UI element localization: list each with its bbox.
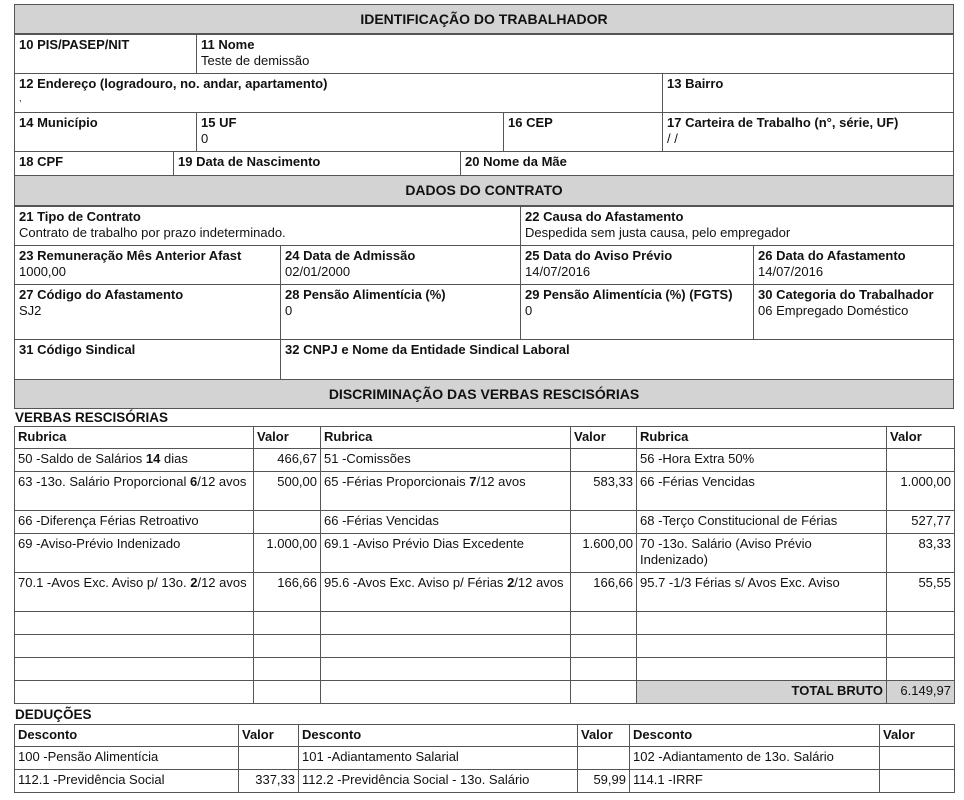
field-value: / / — [667, 131, 678, 146]
verbas-section-title: VERBAS RESCISÓRIAS — [15, 410, 169, 425]
table-row — [15, 511, 955, 534]
col-valor: Valor — [571, 427, 637, 449]
rubrica-cell: 70 -13o. Salário (Aviso Prévio Indenizado) — [637, 534, 887, 573]
valor-cell: 166,66 — [254, 573, 321, 612]
col-desconto: Desconto — [299, 725, 578, 747]
total-bruto-value: 6.149,97 — [887, 681, 955, 704]
field-label: 29 Pensão Alimentícia (%) (FGTS) — [525, 287, 733, 302]
col-desconto: Desconto — [630, 725, 880, 747]
col-valor: Valor — [239, 725, 299, 747]
field-municipio — [14, 112, 197, 152]
field-value: 0 — [201, 131, 209, 146]
deducoes-table — [14, 724, 955, 793]
table-header-row — [15, 725, 955, 747]
field-label: 23 Remuneração Mês Anterior Afast — [19, 248, 242, 263]
field-nascimento — [173, 151, 461, 176]
field-nome-mae — [460, 151, 954, 176]
valor-cell — [239, 747, 299, 770]
valor-cell: 166,66 — [571, 573, 637, 612]
field-label: 22 Causa do Afastamento — [525, 209, 684, 224]
field-label: 12 Endereço (logradouro, no. andar, apartamento) — [19, 76, 328, 91]
empty-row — [15, 612, 955, 635]
section-header-verbas: DISCRIMINAÇÃO DAS VERBAS RESCISÓRIAS — [14, 379, 954, 409]
valor-cell — [887, 449, 955, 472]
rubrica-cell: 68 -Terço Constitucional de Férias — [637, 511, 887, 534]
deducoes-section-title: DEDUÇÕES — [15, 707, 92, 722]
valor-cell: 1.600,00 — [571, 534, 637, 573]
field-label: 32 CNPJ e Nome da Entidade Sindical Laboral — [285, 342, 570, 357]
field-data-admissao — [280, 245, 521, 285]
rubrica-cell: 65 -Férias Proporcionais 7/12 avos — [321, 472, 571, 511]
field-causa-afastamento — [520, 206, 954, 246]
field-label: 28 Pensão Alimentícia (%) — [285, 287, 446, 302]
field-label: 30 Categoria do Trabalhador — [758, 287, 934, 302]
field-label: 20 Nome da Mãe — [465, 154, 567, 169]
valor-cell: 59,99 — [578, 770, 630, 793]
rubrica-cell: 63 -13o. Salário Proporcional 6/12 avos — [15, 472, 254, 511]
field-pensao — [280, 284, 521, 340]
field-label: 15 UF — [201, 115, 237, 130]
field-label: 21 Tipo de Contrato — [19, 209, 141, 224]
rubrica-cell: 70.1 -Avos Exc. Aviso p/ 13o. 2/12 avos — [15, 573, 254, 612]
desconto-cell: 102 -Adiantamento de 13o. Salário — [630, 747, 880, 770]
table-row — [15, 573, 955, 612]
col-rubrica: Rubrica — [15, 427, 254, 449]
field-value: 02/01/2000 — [285, 264, 351, 279]
rubrica-cell: 66 -Férias Vencidas — [321, 511, 571, 534]
field-data-aviso — [520, 245, 754, 285]
col-valor: Valor — [578, 725, 630, 747]
field-nome — [196, 34, 954, 74]
field-label: 18 CPF — [19, 154, 64, 169]
field-value: 14/07/2016 — [525, 264, 591, 279]
rubrica-cell: 56 -Hora Extra 50% — [637, 449, 887, 472]
field-pis — [14, 34, 197, 74]
valor-cell: 500,00 — [254, 472, 321, 511]
field-label: 17 Carteira de Trabalho (n°, série, UF) — [667, 115, 899, 130]
rubrica-cell: 50 -Saldo de Salários 14 dias — [15, 449, 254, 472]
valor-cell — [571, 449, 637, 472]
valor-cell: 527,77 — [887, 511, 955, 534]
field-value: Despedida sem justa causa, pelo empregador — [525, 225, 791, 240]
rubrica-cell: 69 -Aviso-Prévio Indenizado — [15, 534, 254, 573]
field-label: 10 PIS/PASEP/NIT — [19, 37, 130, 52]
field-endereco — [14, 73, 663, 113]
table-row — [15, 472, 955, 511]
field-value: Contrato de trabalho por prazo indeterminado. — [19, 225, 286, 240]
field-value: Teste de demissão — [201, 53, 310, 68]
col-rubrica: Rubrica — [637, 427, 887, 449]
valor-cell: 55,55 — [887, 573, 955, 612]
col-valor: Valor — [880, 725, 955, 747]
valor-cell: 1.000,00 — [887, 472, 955, 511]
field-remuneracao — [14, 245, 281, 285]
valor-cell — [880, 770, 955, 793]
field-value: 1000,00 — [19, 264, 66, 279]
col-valor: Valor — [887, 427, 955, 449]
desconto-cell: 112.1 -Previdência Social — [15, 770, 239, 793]
valor-cell: 83,33 — [887, 534, 955, 573]
empty-row — [15, 658, 955, 681]
desconto-cell: 101 -Adiantamento Salarial — [299, 747, 578, 770]
field-data-afastamento — [753, 245, 954, 285]
field-bairro — [662, 73, 954, 113]
rubrica-cell: 66 -Diferença Férias Retroativo — [15, 511, 254, 534]
rubrica-cell: 69.1 -Aviso Prévio Dias Excedente — [321, 534, 571, 573]
table-row — [15, 534, 955, 573]
table-header-row — [15, 427, 955, 449]
table-row — [15, 770, 955, 793]
field-label: 25 Data do Aviso Prévio — [525, 248, 673, 263]
field-cpf — [14, 151, 174, 176]
field-label: 24 Data de Admissão — [285, 248, 416, 263]
field-codigo-afastamento — [14, 284, 281, 340]
field-label: 19 Data de Nascimento — [178, 154, 321, 169]
col-rubrica: Rubrica — [321, 427, 571, 449]
field-carteira — [662, 112, 954, 152]
valor-cell — [880, 747, 955, 770]
valor-cell — [254, 511, 321, 534]
field-label: 31 Código Sindical — [19, 342, 136, 357]
valor-cell — [571, 511, 637, 534]
field-value: 06 Empregado Doméstico — [758, 303, 909, 318]
field-label: 27 Código do Afastamento — [19, 287, 184, 302]
field-value: 0 — [285, 303, 293, 318]
valor-cell: 337,33 — [239, 770, 299, 793]
field-value: SJ2 — [19, 303, 42, 318]
field-codigo-sindical — [14, 339, 281, 380]
field-value: 0 — [525, 303, 533, 318]
field-categoria — [753, 284, 954, 340]
field-cep — [503, 112, 663, 152]
col-desconto: Desconto — [15, 725, 239, 747]
table-row — [15, 747, 955, 770]
section-header-identificacao: IDENTIFICAÇÃO DO TRABALHADOR — [14, 4, 954, 34]
field-label: 11 Nome — [201, 37, 255, 52]
field-label: 26 Data do Afastamento — [758, 248, 906, 263]
rubrica-cell: 95.7 -1/3 Férias s/ Avos Exc. Aviso — [637, 573, 887, 612]
field-entidade-sindical — [280, 339, 954, 380]
rubrica-cell: 51 -Comissões — [321, 449, 571, 472]
field-value: 14/07/2016 — [758, 264, 824, 279]
total-bruto-label: TOTAL BRUTO — [637, 681, 887, 704]
valor-cell — [578, 747, 630, 770]
rubrica-cell: 95.6 -Avos Exc. Aviso p/ Férias 2/12 avos — [321, 573, 571, 612]
desconto-cell: 114.1 -IRRF — [630, 770, 880, 793]
field-label: 16 CEP — [508, 115, 553, 130]
valor-cell: 1.000,00 — [254, 534, 321, 573]
field-pensao-fgts — [520, 284, 754, 340]
empty-row — [15, 635, 955, 658]
field-tipo-contrato — [14, 206, 521, 246]
field-value: , — [19, 93, 22, 103]
col-valor: Valor — [254, 427, 321, 449]
valor-cell: 466,67 — [254, 449, 321, 472]
field-label: 13 Bairro — [667, 76, 724, 91]
desconto-cell: 112.2 -Previdência Social - 13o. Salário — [299, 770, 578, 793]
total-row — [15, 681, 955, 704]
field-uf — [196, 112, 504, 152]
table-row — [15, 449, 955, 472]
field-label: 14 Município — [19, 115, 98, 130]
rubrica-cell: 66 -Férias Vencidas — [637, 472, 887, 511]
verbas-table — [14, 426, 955, 704]
section-header-contrato: DADOS DO CONTRATO — [14, 175, 954, 206]
desconto-cell: 100 -Pensão Alimentícia — [15, 747, 239, 770]
valor-cell: 583,33 — [571, 472, 637, 511]
